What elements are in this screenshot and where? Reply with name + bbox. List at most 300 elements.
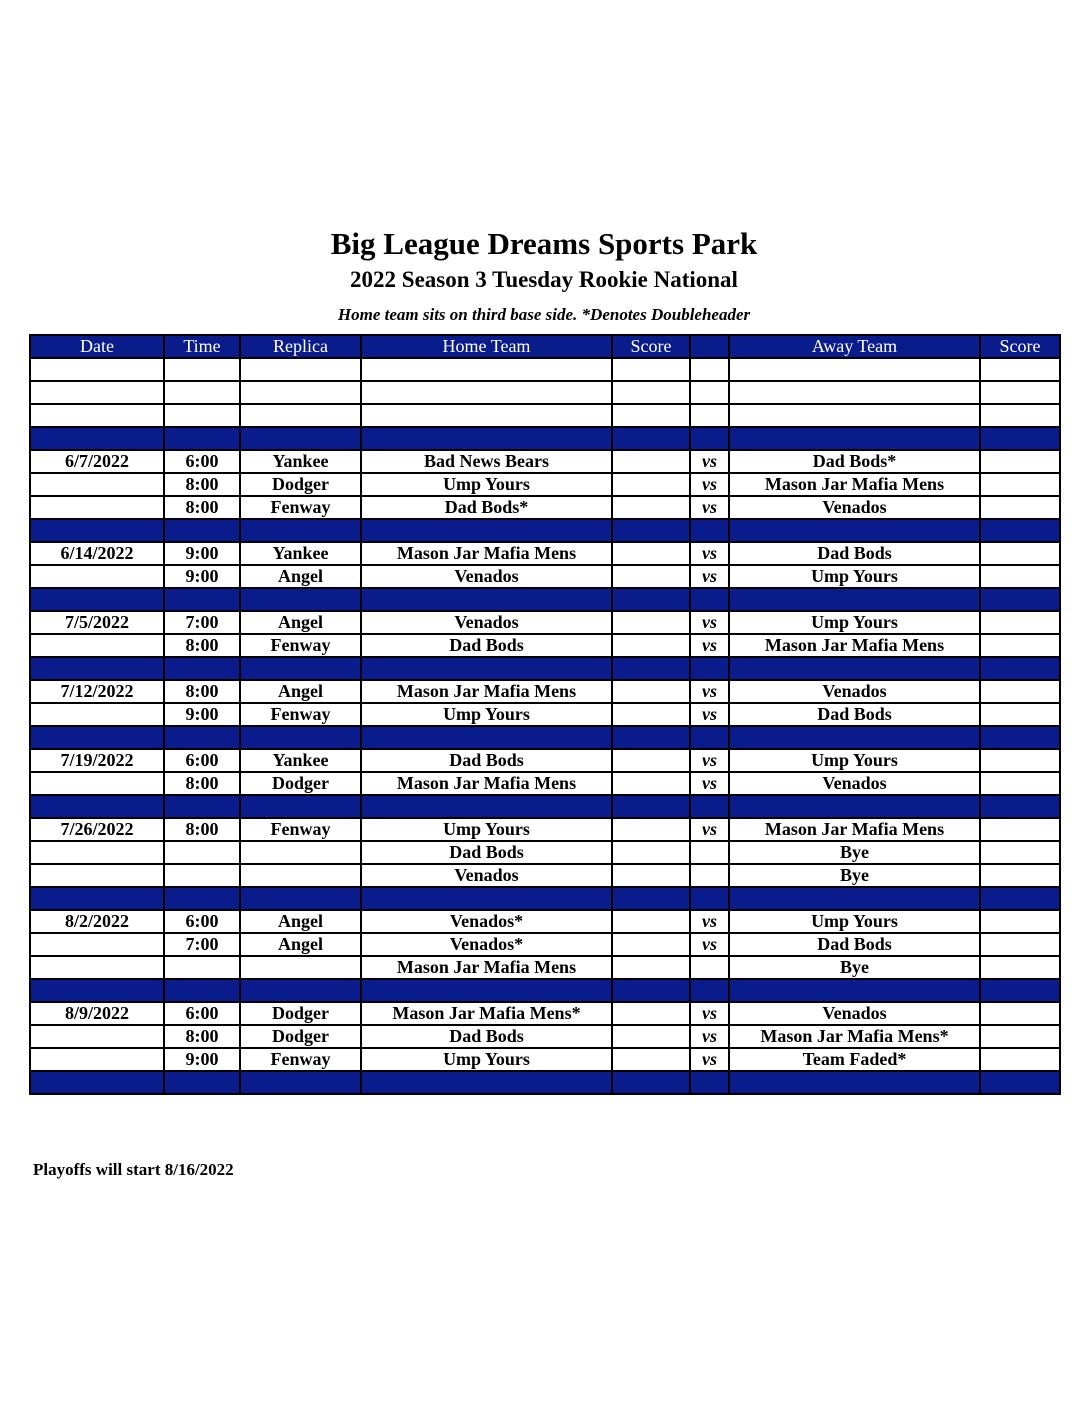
cell-time — [164, 588, 240, 611]
cell-home-score — [612, 749, 690, 772]
cell-vs — [690, 887, 729, 910]
cell-away-score — [980, 979, 1060, 1002]
cell-vs — [690, 1071, 729, 1094]
cell-time: 9:00 — [164, 703, 240, 726]
cell-away-team: Ump Yours — [729, 910, 980, 933]
cell-home-team: Dad Bods — [361, 749, 612, 772]
cell-date — [30, 795, 164, 818]
cell-vs: vs — [690, 1002, 729, 1025]
cell-replica — [240, 358, 361, 381]
cell-replica — [240, 404, 361, 427]
cell-away-score — [980, 680, 1060, 703]
cell-date — [30, 404, 164, 427]
cell-away-team: Dad Bods — [729, 542, 980, 565]
cell-home-score — [612, 818, 690, 841]
cell-time — [164, 726, 240, 749]
cell-home-team: Mason Jar Mafia Mens* — [361, 1002, 612, 1025]
cell-date — [30, 772, 164, 795]
table-row — [30, 818, 1060, 841]
cell-replica — [240, 427, 361, 450]
cell-vs: vs — [690, 703, 729, 726]
cell-home-score — [612, 611, 690, 634]
cell-vs — [690, 864, 729, 887]
cell-date — [30, 496, 164, 519]
cell-time — [164, 979, 240, 1002]
cell-date — [30, 956, 164, 979]
col-header-home-score: Score — [612, 335, 690, 358]
cell-home-score — [612, 726, 690, 749]
cell-away-team: Ump Yours — [729, 565, 980, 588]
cell-home-team: Mason Jar Mafia Mens — [361, 542, 612, 565]
cell-away-score — [980, 795, 1060, 818]
cell-date — [30, 887, 164, 910]
cell-away-score — [980, 818, 1060, 841]
page-subtitle: 2022 Season 3 Tuesday Rookie National — [350, 267, 738, 292]
cell-home-team — [361, 887, 612, 910]
cell-away-team — [729, 979, 980, 1002]
cell-away-team: Venados — [729, 1002, 980, 1025]
cell-time: 8:00 — [164, 818, 240, 841]
cell-date — [30, 841, 164, 864]
cell-time — [164, 795, 240, 818]
cell-vs: vs — [690, 933, 729, 956]
cell-away-team — [729, 795, 980, 818]
cell-date: 7/19/2022 — [30, 749, 164, 772]
cell-away-team — [729, 358, 980, 381]
table-row — [30, 1025, 1060, 1048]
table-row — [30, 611, 1060, 634]
cell-replica — [240, 1071, 361, 1094]
cell-replica: Dodger — [240, 772, 361, 795]
cell-date — [30, 726, 164, 749]
cell-away-team — [729, 588, 980, 611]
cell-home-score — [612, 864, 690, 887]
col-header-date: Date — [30, 335, 164, 358]
cell-home-score — [612, 542, 690, 565]
separator-row — [30, 588, 1060, 611]
cell-vs: vs — [690, 1025, 729, 1048]
cell-away-score — [980, 358, 1060, 381]
cell-away-score — [980, 404, 1060, 427]
cell-home-score — [612, 956, 690, 979]
col-header-away-score: Score — [980, 335, 1060, 358]
cell-away-team: Ump Yours — [729, 611, 980, 634]
cell-home-team: Ump Yours — [361, 1048, 612, 1071]
separator-row — [30, 887, 1060, 910]
table-row — [30, 749, 1060, 772]
table-row — [30, 450, 1060, 473]
cell-away-team: Dad Bods — [729, 703, 980, 726]
cell-date — [30, 864, 164, 887]
cell-date: 6/14/2022 — [30, 542, 164, 565]
col-header-away-team: Away Team — [729, 335, 980, 358]
cell-home-score — [612, 427, 690, 450]
cell-away-score — [980, 749, 1060, 772]
blank-row — [30, 404, 1060, 427]
cell-vs: vs — [690, 680, 729, 703]
cell-away-team — [729, 404, 980, 427]
cell-vs: vs — [690, 772, 729, 795]
header-row — [30, 335, 1060, 358]
cell-replica: Dodger — [240, 1002, 361, 1025]
cell-replica: Yankee — [240, 749, 361, 772]
separator-row — [30, 427, 1060, 450]
separator-row — [30, 1071, 1060, 1094]
cell-away-team: Bye — [729, 841, 980, 864]
cell-replica — [240, 887, 361, 910]
table-row — [30, 772, 1060, 795]
cell-home-team: Venados* — [361, 933, 612, 956]
cell-away-team — [729, 887, 980, 910]
cell-vs — [690, 956, 729, 979]
cell-time — [164, 358, 240, 381]
cell-home-team: Venados* — [361, 910, 612, 933]
cell-replica: Fenway — [240, 818, 361, 841]
cell-time: 6:00 — [164, 910, 240, 933]
cell-away-team: Bye — [729, 864, 980, 887]
cell-home-score — [612, 1025, 690, 1048]
cell-away-score — [980, 381, 1060, 404]
cell-replica — [240, 657, 361, 680]
cell-date — [30, 473, 164, 496]
cell-date — [30, 427, 164, 450]
cell-date — [30, 979, 164, 1002]
cell-replica: Yankee — [240, 450, 361, 473]
cell-home-team: Ump Yours — [361, 818, 612, 841]
cell-away-score — [980, 1071, 1060, 1094]
cell-replica: Angel — [240, 933, 361, 956]
cell-vs: vs — [690, 611, 729, 634]
cell-time — [164, 381, 240, 404]
cell-date: 8/9/2022 — [30, 1002, 164, 1025]
cell-date — [30, 634, 164, 657]
table-row — [30, 634, 1060, 657]
cell-away-score — [980, 450, 1060, 473]
cell-vs — [690, 979, 729, 1002]
blank-row — [30, 358, 1060, 381]
cell-time: 8:00 — [164, 496, 240, 519]
cell-time: 7:00 — [164, 933, 240, 956]
cell-home-score — [612, 404, 690, 427]
col-header-time: Time — [164, 335, 240, 358]
cell-time: 9:00 — [164, 542, 240, 565]
cell-home-team: Ump Yours — [361, 473, 612, 496]
cell-vs — [690, 519, 729, 542]
cell-home-score — [612, 772, 690, 795]
cell-away-score — [980, 1048, 1060, 1071]
cell-away-team: Mason Jar Mafia Mens — [729, 634, 980, 657]
table-row — [30, 680, 1060, 703]
col-header-home-team: Home Team — [361, 335, 612, 358]
cell-home-team — [361, 726, 612, 749]
cell-home-score — [612, 795, 690, 818]
cell-home-score — [612, 473, 690, 496]
cell-home-team: Mason Jar Mafia Mens — [361, 956, 612, 979]
cell-away-score — [980, 910, 1060, 933]
cell-replica: Fenway — [240, 1048, 361, 1071]
cell-replica: Dodger — [240, 473, 361, 496]
cell-home-team: Mason Jar Mafia Mens — [361, 772, 612, 795]
cell-home-score — [612, 910, 690, 933]
cell-replica — [240, 726, 361, 749]
cell-vs — [690, 404, 729, 427]
table-row — [30, 956, 1060, 979]
cell-replica — [240, 956, 361, 979]
cell-away-team: Bye — [729, 956, 980, 979]
cell-replica — [240, 979, 361, 1002]
col-header-replica: Replica — [240, 335, 361, 358]
cell-home-team — [361, 519, 612, 542]
cell-vs: vs — [690, 910, 729, 933]
cell-home-score — [612, 519, 690, 542]
cell-away-team: Mason Jar Mafia Mens — [729, 818, 980, 841]
cell-date — [30, 381, 164, 404]
cell-home-team: Ump Yours — [361, 703, 612, 726]
cell-vs: vs — [690, 749, 729, 772]
cell-replica: Angel — [240, 680, 361, 703]
cell-time — [164, 864, 240, 887]
cell-away-score — [980, 542, 1060, 565]
cell-away-team: Dad Bods — [729, 933, 980, 956]
cell-home-score — [612, 381, 690, 404]
cell-home-score — [612, 933, 690, 956]
cell-date — [30, 565, 164, 588]
cell-away-team: Venados — [729, 772, 980, 795]
cell-home-score — [612, 450, 690, 473]
cell-away-score — [980, 1025, 1060, 1048]
cell-home-team: Dad Bods — [361, 1025, 612, 1048]
cell-home-score — [612, 634, 690, 657]
cell-away-team: Mason Jar Mafia Mens* — [729, 1025, 980, 1048]
cell-home-score — [612, 680, 690, 703]
cell-away-score — [980, 634, 1060, 657]
cell-replica — [240, 519, 361, 542]
cell-vs — [690, 841, 729, 864]
cell-date: 8/2/2022 — [30, 910, 164, 933]
schedule-note: Home team sits on third base side. *Denotes Doubleheader — [337, 305, 751, 324]
cell-home-team: Dad Bods* — [361, 496, 612, 519]
separator-row — [30, 726, 1060, 749]
schedule-table — [29, 334, 1061, 1095]
cell-home-score — [612, 841, 690, 864]
cell-home-score — [612, 703, 690, 726]
blank-row — [30, 381, 1060, 404]
cell-date — [30, 1048, 164, 1071]
schedule-body — [30, 358, 1060, 1094]
cell-time — [164, 841, 240, 864]
cell-vs — [690, 726, 729, 749]
cell-time — [164, 427, 240, 450]
cell-replica: Fenway — [240, 496, 361, 519]
cell-away-team: Venados — [729, 496, 980, 519]
cell-away-score — [980, 956, 1060, 979]
cell-home-team — [361, 588, 612, 611]
cell-home-score — [612, 496, 690, 519]
cell-vs — [690, 795, 729, 818]
cell-away-score — [980, 703, 1060, 726]
table-row — [30, 496, 1060, 519]
cell-replica: Angel — [240, 565, 361, 588]
cell-home-score — [612, 588, 690, 611]
cell-replica — [240, 588, 361, 611]
cell-home-team — [361, 979, 612, 1002]
cell-away-team — [729, 519, 980, 542]
table-row — [30, 703, 1060, 726]
table-row — [30, 1002, 1060, 1025]
cell-vs: vs — [690, 473, 729, 496]
cell-home-score — [612, 1048, 690, 1071]
cell-time — [164, 956, 240, 979]
cell-away-team: Dad Bods* — [729, 450, 980, 473]
cell-home-score — [612, 358, 690, 381]
cell-away-score — [980, 519, 1060, 542]
table-row — [30, 910, 1060, 933]
cell-away-score — [980, 565, 1060, 588]
cell-time — [164, 657, 240, 680]
cell-date — [30, 657, 164, 680]
cell-away-score — [980, 933, 1060, 956]
cell-away-team: Team Faded* — [729, 1048, 980, 1071]
cell-home-team — [361, 381, 612, 404]
cell-away-team — [729, 381, 980, 404]
cell-vs — [690, 427, 729, 450]
cell-vs: vs — [690, 496, 729, 519]
cell-home-team: Dad Bods — [361, 634, 612, 657]
cell-vs — [690, 657, 729, 680]
cell-time — [164, 887, 240, 910]
playoffs-note: Playoffs will start 8/16/2022 — [33, 1160, 234, 1179]
cell-date: 7/5/2022 — [30, 611, 164, 634]
cell-away-score — [980, 887, 1060, 910]
cell-replica: Fenway — [240, 634, 361, 657]
cell-date — [30, 703, 164, 726]
cell-home-team: Venados — [361, 611, 612, 634]
cell-home-score — [612, 887, 690, 910]
cell-time: 6:00 — [164, 1002, 240, 1025]
cell-time: 7:00 — [164, 611, 240, 634]
cell-away-score — [980, 496, 1060, 519]
cell-time: 8:00 — [164, 634, 240, 657]
cell-time — [164, 1071, 240, 1094]
cell-home-team — [361, 427, 612, 450]
cell-vs: vs — [690, 542, 729, 565]
cell-away-score — [980, 726, 1060, 749]
cell-home-score — [612, 565, 690, 588]
cell-date — [30, 1025, 164, 1048]
cell-home-team: Venados — [361, 565, 612, 588]
cell-time: 9:00 — [164, 565, 240, 588]
cell-away-team — [729, 657, 980, 680]
cell-home-team — [361, 1071, 612, 1094]
cell-away-score — [980, 657, 1060, 680]
cell-time: 9:00 — [164, 1048, 240, 1071]
cell-vs — [690, 381, 729, 404]
cell-replica: Angel — [240, 910, 361, 933]
cell-date — [30, 1071, 164, 1094]
table-row — [30, 1048, 1060, 1071]
cell-away-team — [729, 1071, 980, 1094]
cell-home-team — [361, 358, 612, 381]
cell-replica — [240, 795, 361, 818]
cell-home-team: Venados — [361, 864, 612, 887]
cell-away-score — [980, 588, 1060, 611]
cell-home-score — [612, 1002, 690, 1025]
cell-away-score — [980, 772, 1060, 795]
cell-vs: vs — [690, 818, 729, 841]
cell-away-team: Ump Yours — [729, 749, 980, 772]
cell-vs — [690, 358, 729, 381]
cell-away-score — [980, 841, 1060, 864]
cell-away-team — [729, 427, 980, 450]
page-title: Big League Dreams Sports Park — [330, 226, 758, 261]
cell-date: 7/12/2022 — [30, 680, 164, 703]
cell-time: 8:00 — [164, 680, 240, 703]
separator-row — [30, 979, 1060, 1002]
cell-home-score — [612, 657, 690, 680]
cell-away-score — [980, 611, 1060, 634]
cell-vs — [690, 588, 729, 611]
cell-home-team: Mason Jar Mafia Mens — [361, 680, 612, 703]
cell-time — [164, 404, 240, 427]
cell-home-team: Bad News Bears — [361, 450, 612, 473]
col-header-vs — [690, 335, 729, 358]
cell-time: 8:00 — [164, 772, 240, 795]
separator-row — [30, 519, 1060, 542]
cell-time: 8:00 — [164, 473, 240, 496]
cell-home-team — [361, 404, 612, 427]
cell-replica: Dodger — [240, 1025, 361, 1048]
cell-date: 6/7/2022 — [30, 450, 164, 473]
cell-home-team — [361, 795, 612, 818]
cell-vs: vs — [690, 1048, 729, 1071]
cell-home-score — [612, 1071, 690, 1094]
cell-replica: Fenway — [240, 703, 361, 726]
cell-vs: vs — [690, 565, 729, 588]
cell-date — [30, 358, 164, 381]
cell-away-score — [980, 864, 1060, 887]
separator-row — [30, 795, 1060, 818]
cell-time: 6:00 — [164, 749, 240, 772]
cell-time: 6:00 — [164, 450, 240, 473]
cell-home-team — [361, 657, 612, 680]
cell-away-team: Venados — [729, 680, 980, 703]
table-row — [30, 933, 1060, 956]
cell-replica: Angel — [240, 611, 361, 634]
cell-replica — [240, 841, 361, 864]
table-row — [30, 473, 1060, 496]
cell-date — [30, 519, 164, 542]
cell-home-team: Dad Bods — [361, 841, 612, 864]
cell-away-score — [980, 1002, 1060, 1025]
cell-time — [164, 519, 240, 542]
table-row — [30, 841, 1060, 864]
separator-row — [30, 657, 1060, 680]
cell-away-team: Mason Jar Mafia Mens — [729, 473, 980, 496]
cell-away-team — [729, 726, 980, 749]
cell-date: 7/26/2022 — [30, 818, 164, 841]
cell-time: 8:00 — [164, 1025, 240, 1048]
cell-replica: Yankee — [240, 542, 361, 565]
cell-replica — [240, 864, 361, 887]
cell-replica — [240, 381, 361, 404]
cell-away-score — [980, 473, 1060, 496]
table-row — [30, 565, 1060, 588]
table-row — [30, 542, 1060, 565]
cell-vs: vs — [690, 634, 729, 657]
cell-away-score — [980, 427, 1060, 450]
cell-date — [30, 588, 164, 611]
table-row — [30, 864, 1060, 887]
